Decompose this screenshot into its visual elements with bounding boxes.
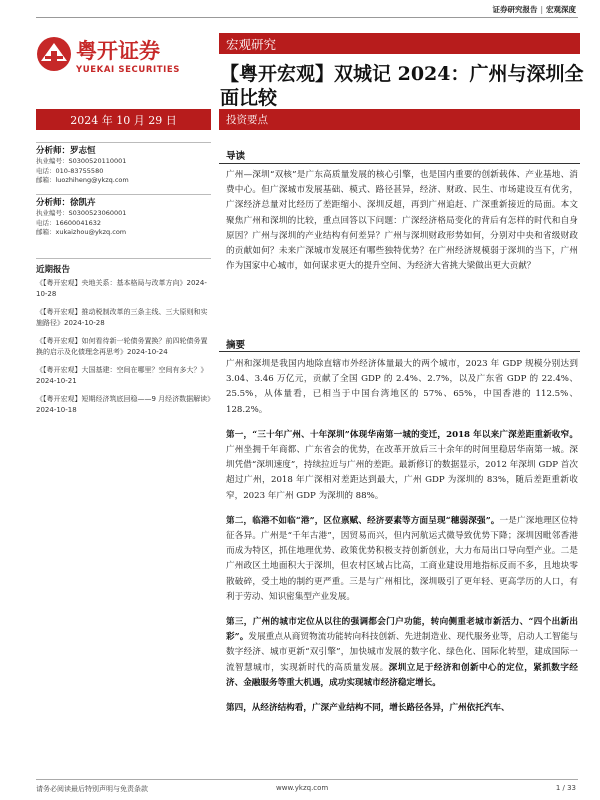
- summary-point-emphasis: 深圳立足于经济和创新中心的定位，紧抓数字经济、金融服务等重大机遇，成功实现城市经济稳定增长。: [226, 662, 578, 688]
- analyst-email[interactable]: 邮箱：luozhiheng@ykzq.com: [36, 176, 129, 184]
- summary-point-heading: 第二，临港不如临“港”，区位禀赋、经济要素等方面呈现“穗弱深强”。: [226, 515, 500, 526]
- summary-text: [226, 357, 578, 716]
- section-label: 投资要点: [226, 114, 268, 126]
- recent-reports-divider: [36, 258, 211, 259]
- page-number: 1 / 33: [555, 784, 576, 792]
- recent-reports-title: 近期报告: [36, 265, 71, 275]
- analyst-phone: 电话：16600041632: [36, 218, 101, 227]
- footer-rule: [36, 779, 578, 780]
- svg-text:YUEKAI SECURITIES: YUEKAI SECURITIES: [76, 65, 181, 75]
- summary-paragraph: 广州和深圳是我国内地除直辖市外经济体量最大的两个城市，2023 年 GDP 规模分别达到 3.04、3.46 万亿元，贡献了全国 GDP 的 2.4%、2.7%，以及广东省 GDP 的 22.4%、25.5%，从体量看，已相当于中国台湾地区的 57%、65%，中国香港的 112.5%、128.2%。: [226, 359, 578, 415]
- analyst-cert: 执业编号：S0300520110001: [36, 157, 127, 165]
- summary-paragraph: [226, 615, 578, 691]
- summary-paragraph: [226, 428, 578, 504]
- header-rule: [36, 17, 578, 18]
- footer-disclaimer: 请务必阅读最后特别声明与免责条款: [36, 785, 148, 793]
- report-date: 2024 年 10 月 29 日: [70, 114, 177, 127]
- logo-emblem-icon: [37, 37, 71, 71]
- analyst-divider: [36, 194, 211, 195]
- report-title: 【粤开宏观】双城记 2024：广州与深圳全面比较: [220, 63, 584, 109]
- summary-paragraph: [226, 514, 578, 605]
- analyst-phone: 电话：010-83755580: [36, 166, 104, 175]
- summary-rule: [219, 351, 580, 352]
- analyst-block: [36, 145, 211, 186]
- header-separator: |: [540, 5, 543, 14]
- analyst-email[interactable]: 邮箱：xukaizhou@ykzq.com: [36, 228, 127, 236]
- intro-heading: 导读: [226, 151, 246, 162]
- report-type-header: [492, 4, 576, 15]
- summary-point-text: 广州坐拥千年商都、广东省会的优势，在改革开放后三十余年的时间里稳居华南第一城。深圳凭借“深圳速度”，持续拉近与广州的差距。最新修订的数据显示，2012 年深圳 GDP 首次超过广州，2018 年广深相对差距达到最大，广州 GDP 为深圳的 83%，随后差距重新收窄，2023 年广州 GDP 为深圳的 88%。: [226, 445, 578, 501]
- analyst-divider: [36, 142, 211, 143]
- summary-point-text: 一是广深地理区位特征各异。广州是“千年古港”，因贸易而兴，但内河航运式微导致优势下降；深圳因毗邻香港而成为特区，抓住地理优势、政策优势积极支持创新创业，大力布局出口导向型产业。二是广州政区土地面积大于深圳，但农村区域占比高，工商业建设用地指标反而不多，且地块零散破碎，受土地的制约更严重。三是与广州相比，深圳吸引了更年轻、更高学历的人口，有利于劳动、知识密集型产业发展。: [226, 515, 578, 602]
- analyst-name: 分析师：罗志恒: [36, 146, 96, 156]
- summary-point-text: 发展重点从商贸物流功能转向科技创新、先进制造业、现代服务业等，启动人工智能与数字经济、城市更新“双引擎”，加快城市发展的数字化、绿色化、国际化转型，建成国际一流智慧城市，实现新时代的高质量发展。: [226, 632, 578, 673]
- analyst-name: 分析师：徐凯卉: [36, 198, 96, 208]
- recent-report-link[interactable]: 《【粤开宏观】短期经济筑底回稳——9 月经济数据解读》2024-10-18: [36, 395, 211, 414]
- yuekai-logo: [32, 34, 208, 78]
- analyst-cert: 执业编号：S0300523060001: [36, 209, 127, 217]
- category-label: 宏观研究: [226, 37, 277, 52]
- footer-url[interactable]: www.ykzq.com: [276, 784, 329, 792]
- report-subtype: 宏观深度: [546, 5, 576, 14]
- recent-report-link[interactable]: 《【粤开宏观】央地关系：基本格局与改革方向》2024-10-28: [36, 279, 207, 298]
- recent-report-link[interactable]: 《【粤开宏观】推动税制改革的三条主线、三大原则和实施路径》2024-10-28: [36, 308, 208, 327]
- recent-reports-list: [36, 278, 211, 423]
- report-type: 证券研究报告: [492, 5, 538, 14]
- summary-heading: 摘要: [226, 340, 246, 351]
- summary-paragraph: [226, 701, 578, 716]
- summary-point-heading: 第四，从经济结构看，广深产业结构不同，增长路径各异，广州依托汽车、: [226, 703, 510, 714]
- intro-text: [226, 168, 578, 274]
- intro-paragraph: 广州—深圳“双核”是广东高质量发展的核心引擎，也是国内重要的创新载体、产业基地、消费中心。但广深城市发展基础、模式、路径甚异，经济、财政、民生、市场建设互有优劣，广深经济总量对比经历了差距缩小、深圳反超，再到广州追赶、广深重新接近的局面。本文聚焦广州和深圳的比较，重点回答以下问题：广深经济格局变化的背后有怎样的时代和自身原因？广州与深圳的产业结构有何差异？广州与深圳财政形势如何，分别对中央和省级财政的贡献如何？未来广深城市发展还有哪些独特优势？在广州经济规模弱于深圳的当下，广州作为国家中心城市，如何谋求更大的提升空间、为经济大省挑大梁做出更大贡献？: [226, 170, 578, 272]
- svg-text:粤开证券: 粤开证券: [76, 39, 160, 63]
- section-bar: [219, 109, 580, 130]
- analyst-block: [36, 197, 211, 238]
- summary-point-heading: 第三，广州的城市定位从以往的强调都会门户功能，转向侧重老城市新活力、“四个出新出彩”。: [226, 617, 578, 643]
- recent-report-link[interactable]: 《【粤开宏观】如何看待新一轮债务置换？前四轮债务置换的启示及化债理念再思考》2024-10-24: [36, 337, 208, 356]
- recent-report-link[interactable]: 《【粤开宏观】大国基建：空间在哪里？空间有多大？》2024-10-21: [36, 366, 208, 385]
- intro-rule: [219, 163, 580, 164]
- summary-point-heading: 第一，“三十年广州、十年深圳”体现华南第一城的变迁，2018 年以来广深差距重新收窄。: [226, 429, 578, 440]
